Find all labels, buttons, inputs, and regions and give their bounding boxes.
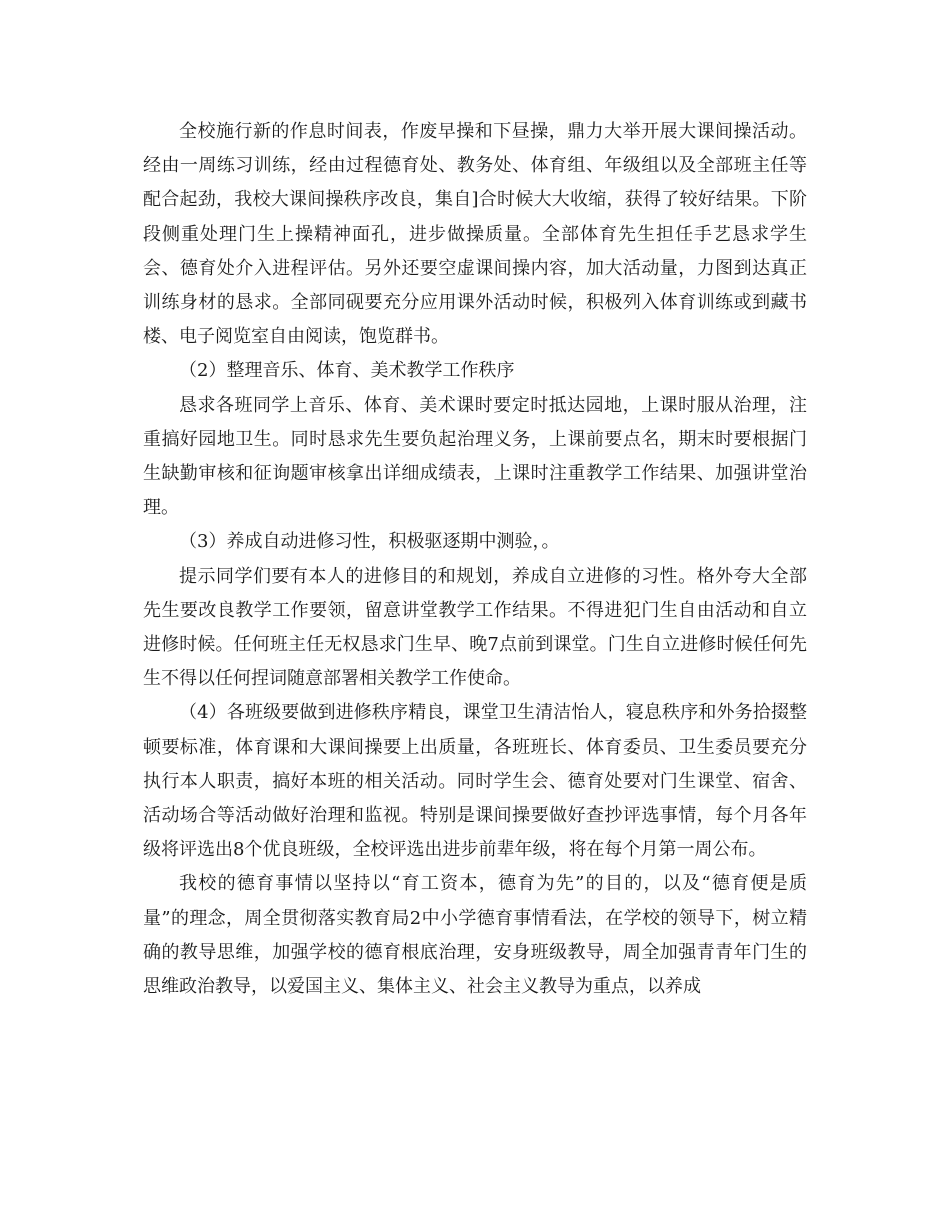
section-heading-self-study: （3）养成自动进修习性，积极驱逐期中测验，。 [179,531,560,553]
paragraph-class-order: （4）各班级要做到进修秩序精良，课堂卫生清洁怡人，寝息秩序和外务拾掇整顿要标准，体育课和大课间操要上出质量，各班班长、体育委员、卫生委员要充分执行本人职责，搞好本班的相关活动。同时学生会、德育处要对门生课堂、宿舍、活动场合等活动做好治理和监视。特别是课间操要做好查抄评选事情，每个月各年级将评选出8个优良班级，全校评选出进步前辈年级，将在每个月第一周公布。 [143,702,807,861]
document-body [143,115,807,1004]
paragraph-moral-education: 我校的德育事情以坚持以“育工资本，德育为先”的目的，以及“德育便是质量”的理念，周全贯彻落实教育局2中小学德育事情看法，在学校的领导下，树立精确的教导思维，加强学校的德育根底治理，安身班级教导，周全加强青青年门生的思维政治教导，以爱国主义、集体主义、社会主义教导为重点，以养成 [143,873,807,998]
section-heading-arts-order: （2）整理音乐、体育、美术教学工作秩序 [179,360,515,382]
paragraph-arts-classes: 恳求各班同学上音乐、体育、美术课时要定时抵达园地，上课时服从治理，注重搞好园地卫生。同时恳求先生要负起治理义务，上课前要点名，期末时要根据门生缺勤审核和征询题审核拿出详细成绩表，上课时注重教学工作结果、加强讲堂治理。 [143,394,807,519]
paragraph-study-goals: 提示同学们要有本人的进修目的和规划，养成自立进修的习性。格外夸大全部先生要改良教学工作要领，留意讲堂教学工作结果。不得进犯门生自由活动和自立进修时候。任何班主任无权恳求门生早、晚7点前到课堂。门生自立进修时候任何先生不得以任何捏词随意部署相关教学工作使命。 [143,565,807,690]
paragraph-exercise-schedule: 全校施行新的作息时间表，作废早操和下昼操，鼎力大举开展大课间操活动。经由一周练习训练，经由过程德育处、教务处、体育组、年级组以及全部班主任等配合起劲，我校大课间操秩序改良，集自]合时候大大收缩，获得了较好结果。下阶段侧重处理门生上操精神面孔，进步做操质量。全部体育先生担任手艺恳求学生会、德育处介入进程评估。另外还要空虚课间操内容，加大活动量，力图到达真正训练身材的恳求。全部同砚要充分应用课外活动时候，积极列入体育训练或到藏书楼、电子阅览室自由阅读，饱览群书。 [143,121,807,348]
